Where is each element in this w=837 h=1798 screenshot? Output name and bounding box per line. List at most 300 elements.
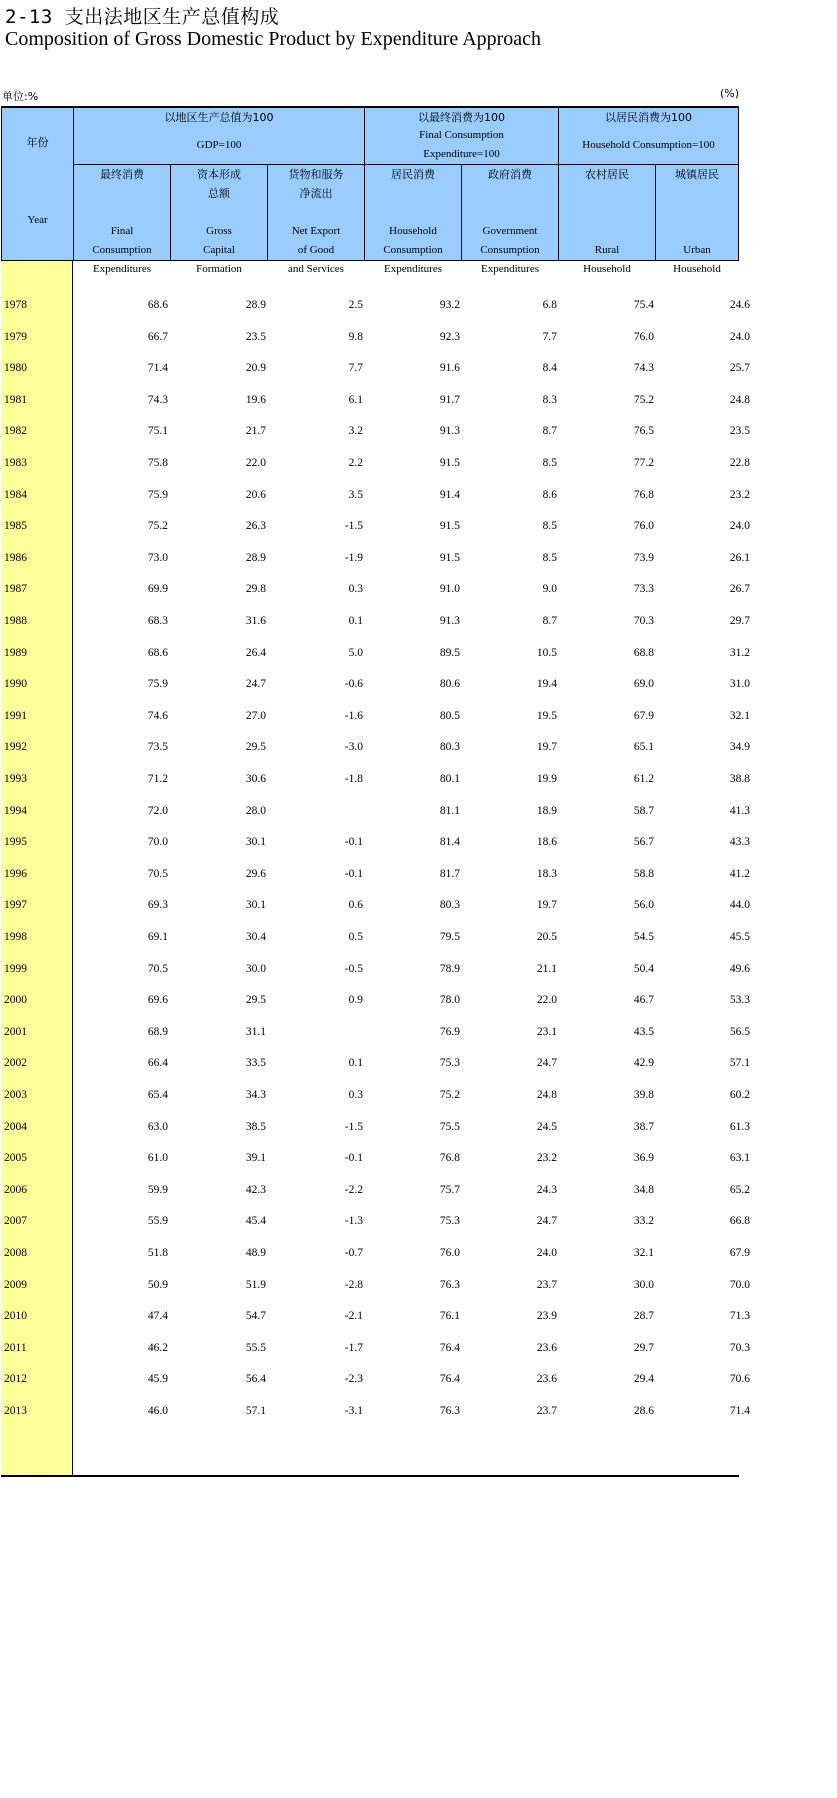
row-value: 28.9 xyxy=(245,299,266,311)
row-value: 75.3 xyxy=(439,1215,460,1228)
row-value: 47.4 xyxy=(147,1310,168,1323)
header-column-4-en3: Expenditures xyxy=(383,263,443,275)
row-value: 0.3 xyxy=(348,583,363,596)
table-row xyxy=(0,954,750,985)
row-value: 24.8 xyxy=(729,393,750,406)
row-value: 23.6 xyxy=(536,1373,557,1386)
header-column-6-en1 xyxy=(559,222,655,241)
table-row xyxy=(0,606,750,637)
row-value: 58.8 xyxy=(633,867,654,880)
header-group-gdp-cn: 以地区生产总值为100 xyxy=(164,111,274,124)
row-value: 0.1 xyxy=(348,1057,363,1070)
header-year-en: Year xyxy=(27,214,48,226)
header-column-3-en3: and Services xyxy=(288,263,344,275)
row-year: 1991 xyxy=(4,709,27,722)
row-value: 91.5 xyxy=(439,520,460,533)
row-value: 42.9 xyxy=(633,1057,654,1070)
table-row xyxy=(0,511,750,542)
row-value: 8.7 xyxy=(542,615,557,627)
row-value: 57.1 xyxy=(729,1057,750,1070)
header-column-7-cn1: 城镇居民 xyxy=(675,168,719,181)
row-value: 66.8 xyxy=(729,1215,750,1228)
header-column-5-en2: Consumption xyxy=(480,244,540,256)
row-value: 31.1 xyxy=(245,1025,266,1038)
row-value: 61.2 xyxy=(633,773,654,785)
header-column-4-en2: Consumption xyxy=(383,244,443,256)
row-value: 65.1 xyxy=(633,741,654,754)
header-column-3-cn1: 货物和服务 xyxy=(288,168,344,181)
row-value: -1.6 xyxy=(344,709,363,722)
row-value: 73.9 xyxy=(633,551,654,564)
header-group-hh-en: Household Consumption=100 xyxy=(582,139,715,151)
row-value: 76.3 xyxy=(439,1278,460,1291)
header-group-fc-cn: 以最终消费为100 xyxy=(418,111,505,124)
header-group-gdp xyxy=(73,107,365,165)
row-year: 2013 xyxy=(4,1405,27,1417)
row-value: 56.5 xyxy=(729,1025,750,1038)
row-year: 2000 xyxy=(4,994,27,1007)
row-year: 2001 xyxy=(4,1025,27,1038)
row-value: 49.6 xyxy=(729,962,750,975)
row-value: 91.7 xyxy=(439,393,460,406)
table-row xyxy=(0,1048,750,1079)
row-value: 75.5 xyxy=(439,1120,460,1133)
row-value: 39.1 xyxy=(245,1152,266,1165)
row-value: -1.5 xyxy=(344,520,363,533)
header-column-4-cn3 xyxy=(365,203,461,222)
header-column-5-en1: Government xyxy=(482,225,538,237)
row-year: 1985 xyxy=(4,520,27,533)
row-value: 30.0 xyxy=(245,962,266,975)
row-value: 24.6 xyxy=(729,299,750,311)
row-value: 46.0 xyxy=(147,1405,168,1417)
row-value: 50.4 xyxy=(633,962,654,975)
header-column-6 xyxy=(558,164,656,275)
row-value: 25.7 xyxy=(729,362,750,375)
header-year-cn: 年份 xyxy=(26,136,49,149)
row-value: 45.5 xyxy=(729,931,750,943)
row-year: 1990 xyxy=(4,678,27,691)
row-value: 56.7 xyxy=(633,836,654,849)
row-value: 0.9 xyxy=(348,994,363,1007)
table-row xyxy=(0,1396,750,1427)
header-column-1-cn1: 最终消费 xyxy=(100,168,144,181)
header-column-7 xyxy=(655,164,739,275)
row-year: 2010 xyxy=(4,1310,27,1323)
row-value: 19.5 xyxy=(536,709,557,722)
header-group-gdp-en: GDP=100 xyxy=(196,139,242,151)
row-value: 23.5 xyxy=(729,425,750,438)
header-column-3-cn2: 净流出 xyxy=(299,187,333,200)
header-group-final-consumption xyxy=(364,107,559,165)
header-column-5-cn1: 政府消费 xyxy=(488,168,532,181)
row-value: 30.1 xyxy=(245,836,266,849)
row-year: 1996 xyxy=(4,867,27,880)
table-row xyxy=(0,1301,750,1332)
header-column-5-cn2 xyxy=(462,184,558,203)
row-value: 80.1 xyxy=(439,773,460,785)
row-value: 26.4 xyxy=(245,646,266,659)
row-value: 23.2 xyxy=(536,1152,557,1165)
row-value: 68.9 xyxy=(147,1025,168,1038)
row-value: 24.7 xyxy=(536,1057,557,1070)
row-value: 24.0 xyxy=(729,520,750,533)
row-value: 42.3 xyxy=(245,1183,266,1196)
row-value: 75.9 xyxy=(147,488,168,501)
row-value: 36.9 xyxy=(633,1152,654,1165)
row-value: 75.1 xyxy=(147,425,168,438)
row-value: 76.8 xyxy=(633,488,654,501)
row-value: 30.4 xyxy=(245,931,266,943)
row-value: -3.0 xyxy=(344,741,363,754)
row-value: 76.0 xyxy=(633,520,654,533)
row-year: 1997 xyxy=(4,899,27,912)
row-value: 9.8 xyxy=(348,330,363,343)
row-year: 1984 xyxy=(4,488,27,501)
row-value: 91.5 xyxy=(439,457,460,469)
row-value: 58.7 xyxy=(633,804,654,817)
row-value: 31.0 xyxy=(729,678,750,691)
row-value: -0.5 xyxy=(344,962,363,975)
table-row xyxy=(0,859,750,890)
header-column-1-en2: Consumption xyxy=(92,244,152,256)
row-value: 32.1 xyxy=(633,1247,654,1259)
row-value: 21.1 xyxy=(536,962,557,975)
header-group-household xyxy=(558,107,739,165)
header-column-7-cn2 xyxy=(656,184,738,203)
row-value: 18.3 xyxy=(536,867,557,880)
row-value: -2.3 xyxy=(344,1373,363,1386)
row-value: 44.0 xyxy=(729,899,750,912)
row-value: -3.1 xyxy=(344,1405,363,1417)
row-value: 23.9 xyxy=(536,1310,557,1323)
row-value: 71.4 xyxy=(147,362,168,375)
row-value: 41.2 xyxy=(729,867,750,880)
row-year: 2007 xyxy=(4,1215,27,1228)
row-value: 68.8 xyxy=(633,646,654,659)
table-row xyxy=(0,1017,750,1048)
row-value: 73.0 xyxy=(147,551,168,564)
row-value: 91.0 xyxy=(439,583,460,596)
row-value: 76.1 xyxy=(439,1310,460,1323)
row-value: 76.3 xyxy=(439,1405,460,1417)
row-value: 78.9 xyxy=(439,962,460,975)
row-value: 19.7 xyxy=(536,899,557,912)
row-value: 71.3 xyxy=(729,1310,750,1323)
table-row xyxy=(0,1238,750,1269)
row-value: 75.2 xyxy=(439,1089,460,1101)
row-value: -1.7 xyxy=(344,1341,363,1354)
header-column-3 xyxy=(267,164,365,275)
header-column-2-cn3 xyxy=(171,203,267,222)
row-value: 21.7 xyxy=(245,425,266,438)
row-year: 1995 xyxy=(4,836,27,849)
row-value: 70.3 xyxy=(633,615,654,627)
row-value: 56.4 xyxy=(245,1373,266,1386)
row-value: 66.7 xyxy=(147,330,168,343)
row-value: 19.6 xyxy=(245,393,266,406)
row-value: 10.5 xyxy=(536,646,557,659)
row-value: 76.0 xyxy=(439,1247,460,1259)
row-year: 1979 xyxy=(4,330,27,343)
row-value: 29.7 xyxy=(729,615,750,627)
table-row xyxy=(0,385,750,416)
table-row xyxy=(0,416,750,447)
row-value: 29.6 xyxy=(245,867,266,880)
header-bottom-rule xyxy=(1,260,739,261)
row-value: 46.2 xyxy=(147,1341,168,1354)
row-value: 8.5 xyxy=(542,551,557,564)
table-title-en: Composition of Gross Domestic Product by Expenditure Approach xyxy=(5,28,542,50)
row-value: 31.6 xyxy=(245,615,266,627)
row-value: 19.7 xyxy=(536,741,557,754)
header-column-5-cn3 xyxy=(462,203,558,222)
row-value: 80.3 xyxy=(439,899,460,912)
row-value: 27.0 xyxy=(245,709,266,722)
row-value: 38.5 xyxy=(245,1120,266,1133)
table-row xyxy=(0,1333,750,1364)
row-value: 68.6 xyxy=(147,646,168,659)
row-value: 89.5 xyxy=(439,646,460,659)
row-value: -1.8 xyxy=(344,773,363,785)
row-value: 34.9 xyxy=(729,741,750,754)
row-value: 91.3 xyxy=(439,425,460,438)
row-value: 30.6 xyxy=(245,773,266,785)
row-value: 68.6 xyxy=(147,299,168,311)
row-value: 70.6 xyxy=(729,1373,750,1386)
table-bottom-rule xyxy=(1,1475,739,1477)
row-value: 22.0 xyxy=(245,457,266,469)
row-value: 67.9 xyxy=(729,1247,750,1259)
row-value: 75.2 xyxy=(633,393,654,406)
row-value: -0.1 xyxy=(344,836,363,849)
row-value: -2.8 xyxy=(344,1278,363,1291)
row-value: 91.3 xyxy=(439,615,460,627)
row-value: 6.1 xyxy=(348,393,363,406)
row-value: 71.4 xyxy=(729,1405,750,1417)
row-value: -0.1 xyxy=(344,1152,363,1165)
row-value: 70.5 xyxy=(147,962,168,975)
row-value: 51.9 xyxy=(245,1278,266,1291)
row-year: 1978 xyxy=(4,299,27,311)
row-year: 1987 xyxy=(4,583,27,596)
row-year: 2003 xyxy=(4,1089,27,1101)
row-value: 48.9 xyxy=(245,1247,266,1259)
row-value: 29.4 xyxy=(633,1373,654,1386)
header-column-2-en2: Capital xyxy=(203,244,235,256)
row-value: 69.1 xyxy=(147,931,168,943)
row-value: 45.9 xyxy=(147,1373,168,1386)
row-value: 65.2 xyxy=(729,1183,750,1196)
row-value: 20.6 xyxy=(245,488,266,501)
row-year: 1982 xyxy=(4,425,27,438)
row-year: 1992 xyxy=(4,741,27,754)
row-value: 23.6 xyxy=(536,1341,557,1354)
header-column-6-cn1: 农村居民 xyxy=(585,168,629,181)
row-value: 51.8 xyxy=(147,1247,168,1259)
row-year: 1994 xyxy=(4,804,27,817)
row-value: 55.5 xyxy=(245,1341,266,1354)
row-value: 3.2 xyxy=(348,425,363,438)
row-year: 1986 xyxy=(4,551,27,564)
row-value: 33.2 xyxy=(633,1215,654,1228)
row-value: 54.5 xyxy=(633,931,654,943)
row-value: 74.6 xyxy=(147,709,168,722)
row-value: 24.5 xyxy=(536,1120,557,1133)
row-value: -0.7 xyxy=(344,1247,363,1259)
row-value: 66.4 xyxy=(147,1057,168,1070)
row-value: 34.8 xyxy=(633,1183,654,1196)
header-column-1-en3: Expenditures xyxy=(92,263,152,275)
row-value: 92.3 xyxy=(439,330,460,343)
table-row xyxy=(0,480,750,511)
row-value: 46.7 xyxy=(633,994,654,1007)
row-value: 63.0 xyxy=(147,1120,168,1133)
table-row xyxy=(0,574,750,605)
row-value: 78.0 xyxy=(439,994,460,1007)
row-value: 70.0 xyxy=(729,1278,750,1291)
table-row xyxy=(0,543,750,574)
row-year: 1980 xyxy=(4,362,27,375)
row-value: 45.4 xyxy=(245,1215,266,1228)
row-value: 29.5 xyxy=(245,741,266,754)
row-value: 23.5 xyxy=(245,330,266,343)
header-column-1-cn2 xyxy=(74,184,170,203)
row-value: 76.8 xyxy=(439,1152,460,1165)
table-row xyxy=(0,638,750,669)
header-column-1-en1: Final xyxy=(110,225,134,237)
header-column-3-en1: Net Export xyxy=(291,225,341,237)
row-value: -1.3 xyxy=(344,1215,363,1228)
row-year: 1983 xyxy=(4,457,27,469)
row-value: 65.4 xyxy=(147,1089,168,1101)
row-value: 81.4 xyxy=(439,836,460,849)
header-column-6-cn3 xyxy=(559,203,655,222)
row-value: 26.1 xyxy=(729,551,750,564)
row-value: 28.7 xyxy=(633,1310,654,1323)
header-column-6-en3: Household xyxy=(583,263,631,275)
header-column-6-en2: Rural xyxy=(594,244,620,256)
row-value: 19.4 xyxy=(536,678,557,691)
table-row xyxy=(0,1112,750,1143)
header-column-6-cn2 xyxy=(559,184,655,203)
row-value: 0.5 xyxy=(348,931,363,943)
row-value: -2.1 xyxy=(344,1310,363,1323)
row-value: 59.9 xyxy=(147,1183,168,1196)
row-value: 28.0 xyxy=(245,804,266,817)
row-value: 61.3 xyxy=(729,1120,750,1133)
row-value: 0.1 xyxy=(348,615,363,627)
row-value: 24.0 xyxy=(729,330,750,343)
row-value: 0.3 xyxy=(348,1089,363,1101)
row-value: 57.1 xyxy=(245,1405,266,1417)
header-column-1-cn3 xyxy=(74,203,170,222)
table-row xyxy=(0,1364,750,1395)
table-row xyxy=(0,669,750,700)
row-value: 28.9 xyxy=(245,551,266,564)
header-column-2-en3: Formation xyxy=(196,263,242,275)
row-value: 24.8 xyxy=(536,1089,557,1101)
row-value: 72.0 xyxy=(147,804,168,817)
row-value: 77.2 xyxy=(633,457,654,469)
row-value: 6.8 xyxy=(542,299,557,311)
table-row xyxy=(0,827,750,858)
row-value: 30.1 xyxy=(245,899,266,912)
table-row xyxy=(0,764,750,795)
table-row xyxy=(0,985,750,1016)
row-value: 63.1 xyxy=(729,1152,750,1165)
row-value: 69.3 xyxy=(147,899,168,912)
row-value: 60.2 xyxy=(729,1089,750,1101)
row-value: 91.6 xyxy=(439,362,460,375)
row-value: 73.3 xyxy=(633,583,654,596)
table-row xyxy=(0,448,750,479)
row-value: 74.3 xyxy=(147,393,168,406)
row-value: 22.8 xyxy=(729,457,750,469)
row-value: 76.4 xyxy=(439,1341,460,1354)
row-year: 2004 xyxy=(4,1120,27,1133)
row-value: 61.0 xyxy=(147,1152,168,1165)
header-column-7-cn3 xyxy=(656,203,738,222)
header-column-3-cn3 xyxy=(268,203,364,222)
row-value: -1.5 xyxy=(344,1120,363,1133)
row-value: 76.9 xyxy=(439,1025,460,1038)
header-column-7-en3: Household xyxy=(673,263,721,275)
row-value: 69.9 xyxy=(147,583,168,596)
header-column-4-cn1: 居民消费 xyxy=(391,168,435,181)
row-value: 73.5 xyxy=(147,741,168,754)
row-value: 23.7 xyxy=(536,1278,557,1291)
row-value: 67.9 xyxy=(633,709,654,722)
row-value: 75.2 xyxy=(147,520,168,533)
row-value: 33.5 xyxy=(245,1057,266,1070)
row-value: 76.5 xyxy=(633,425,654,438)
row-value: 30.0 xyxy=(633,1278,654,1291)
row-year: 1999 xyxy=(4,962,27,975)
table-row xyxy=(0,796,750,827)
row-year: 1998 xyxy=(4,931,27,943)
row-value: 24.7 xyxy=(245,678,266,691)
row-value: 71.2 xyxy=(147,773,168,785)
row-value: 29.5 xyxy=(245,994,266,1007)
row-value: 8.3 xyxy=(542,393,557,406)
row-value: 76.0 xyxy=(633,330,654,343)
row-year: 1989 xyxy=(4,646,27,659)
row-value: 43.3 xyxy=(729,836,750,849)
row-value: 29.7 xyxy=(633,1341,654,1354)
row-year: 2002 xyxy=(4,1057,27,1070)
header-column-2-cn2: 总额 xyxy=(208,187,230,200)
row-value: 70.3 xyxy=(729,1341,750,1354)
row-year: 1988 xyxy=(4,615,27,627)
table-row xyxy=(0,732,750,763)
header-column-3-en2: of Good xyxy=(297,244,335,256)
row-value: 0.6 xyxy=(348,899,363,912)
table-row xyxy=(0,290,750,321)
row-value: -0.1 xyxy=(344,867,363,880)
row-value: 26.3 xyxy=(245,520,266,533)
row-value: 8.7 xyxy=(542,425,557,438)
row-value: 2.2 xyxy=(348,457,363,469)
header-year xyxy=(1,107,74,261)
row-value: 74.3 xyxy=(633,362,654,375)
row-year: 2012 xyxy=(4,1373,27,1386)
row-value: 20.5 xyxy=(536,931,557,943)
row-value: 9.0 xyxy=(542,583,557,596)
row-value: 34.3 xyxy=(245,1089,266,1101)
row-value: 24.7 xyxy=(536,1215,557,1228)
row-value: 75.4 xyxy=(633,299,654,311)
